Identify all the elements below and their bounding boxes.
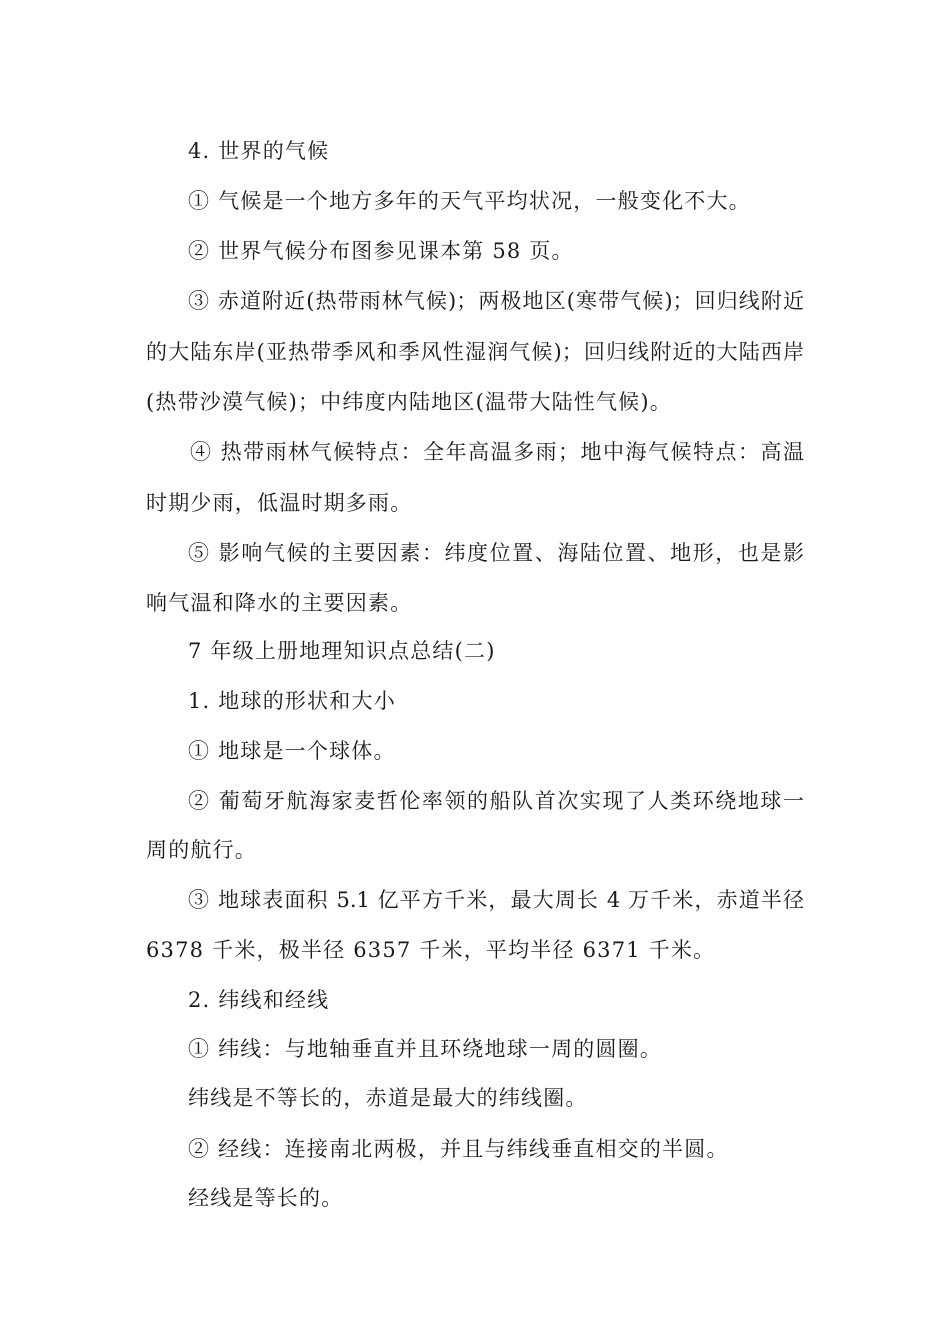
paragraph-line: 6378 千米，极半径 6357 千米，平均半径 6371 千米。: [146, 938, 716, 962]
paragraph-line: (热带沙漠气候)；中纬度内陆地区(温带大陆性气候)。: [146, 390, 672, 414]
paragraph-line: ⑤ 影响气候的主要因素：纬度位置、海陆位置、地形，也是影: [188, 541, 804, 565]
paragraph-line: 周的航行。: [146, 838, 257, 862]
section-heading: 1. 地球的形状和大小: [188, 689, 396, 713]
paragraph-line: ② 经线：连接南北两极，并且与纬线垂直相交的半圆。: [188, 1137, 729, 1161]
paragraph-line: ① 纬线：与地轴垂直并且环绕地球一周的圆圈。: [188, 1037, 663, 1061]
section-heading: 7 年级上册地理知识点总结(二): [188, 639, 496, 663]
paragraph-line: 时期少雨，低温时期多雨。: [146, 491, 413, 515]
paragraph-line: ③ 赤道附近(热带雨林气候)；两极地区(寒带气候)；回归线附近: [188, 289, 804, 313]
paragraph-line: ② 世界气候分布图参见课本第 58 页。: [188, 239, 574, 263]
paragraph-line: ④ 热带雨林气候特点：全年高温多雨；地中海气候特点：高温: [190, 440, 804, 464]
paragraph-line: 经线是等长的。: [188, 1186, 344, 1210]
paragraph-line: ① 气候是一个地方多年的天气平均状况，一般变化不大。: [188, 189, 751, 213]
paragraph-line: 响气温和降水的主要因素。: [146, 591, 413, 615]
paragraph-line: ① 地球是一个球体。: [188, 739, 396, 763]
section-heading: 4. 世界的气候: [188, 139, 330, 163]
paragraph-line: 的大陆东岸(亚热带季风和季风性湿润气候)；回归线附近的大陆西岸: [146, 340, 804, 364]
paragraph-line: ③ 地球表面积 5.1 亿平方千米，最大周长 4 万千米，赤道半径: [188, 888, 804, 912]
paragraph-line: 纬线是不等长的，赤道是最大的纬线圈。: [188, 1086, 588, 1110]
paragraph-line: ② 葡萄牙航海家麦哲伦率领的船队首次实现了人类环绕地球一: [188, 789, 804, 813]
section-heading: 2. 纬线和经线: [188, 988, 330, 1012]
